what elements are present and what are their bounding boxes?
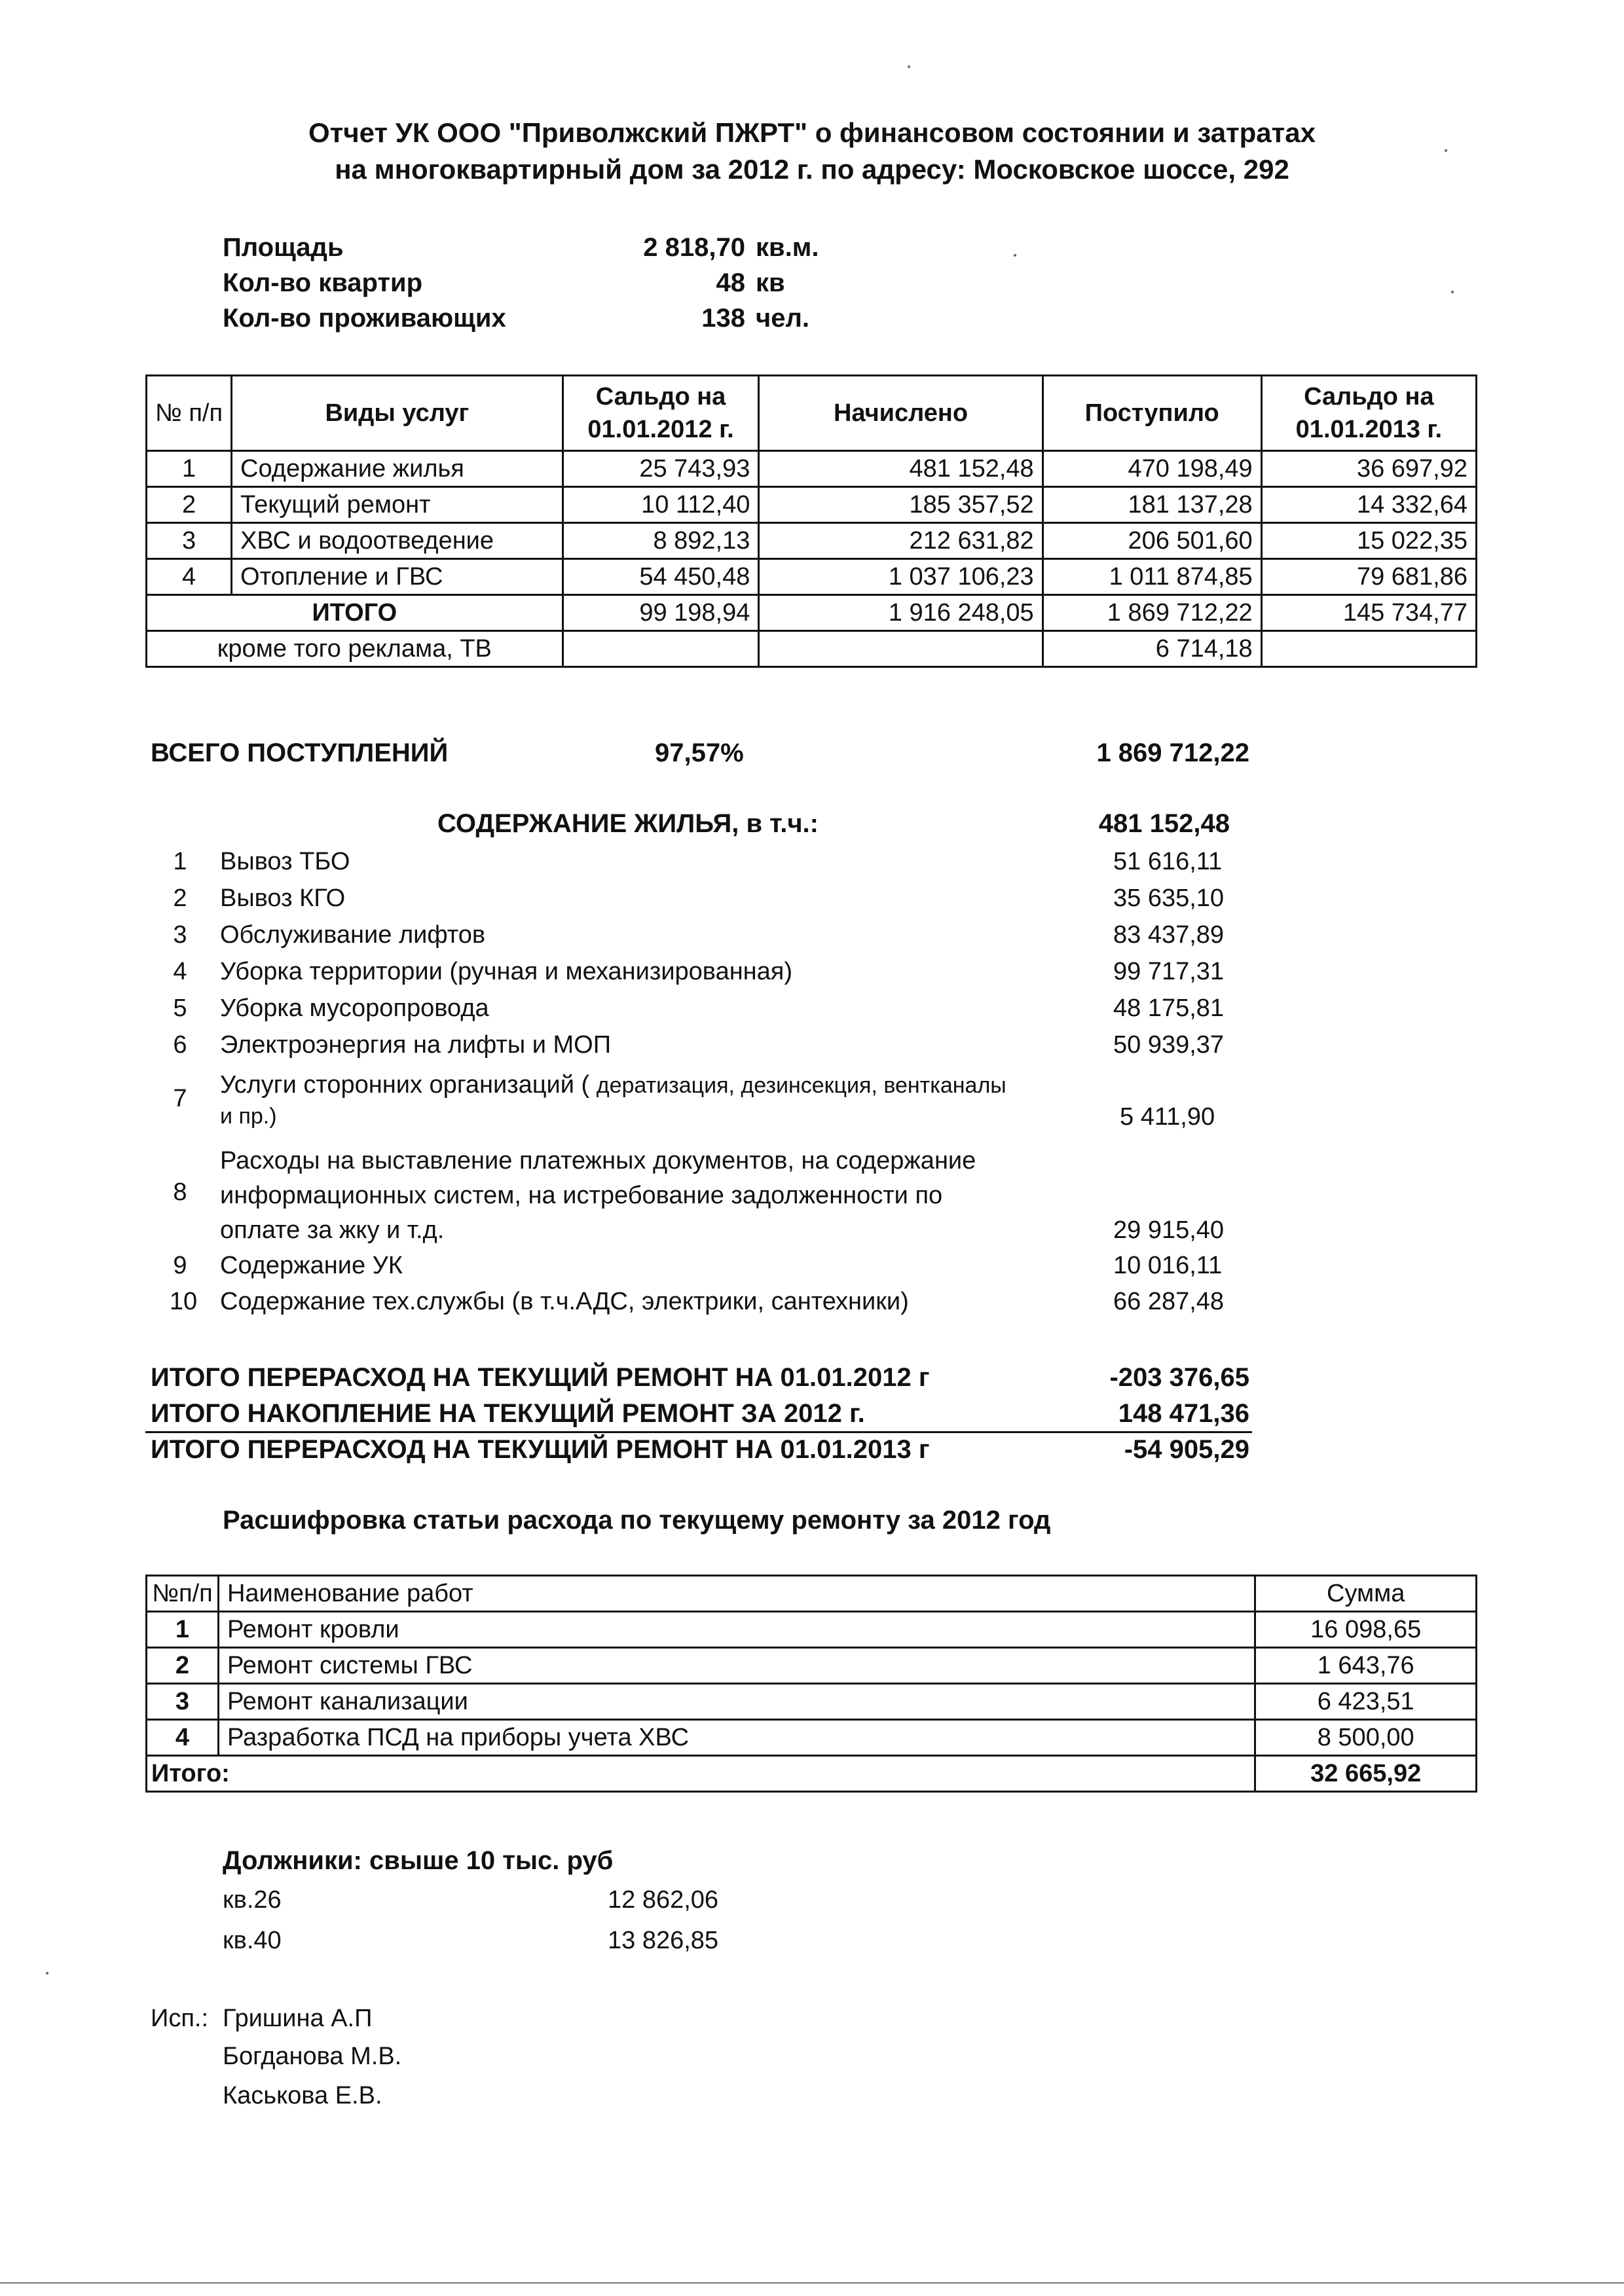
extra-label: кроме того реклама, ТВ xyxy=(147,631,563,667)
area-unit: кв.м. xyxy=(756,233,819,262)
list-item-num: 3 xyxy=(173,921,187,949)
list-item-name: Электроэнергия на лифты и МОП xyxy=(220,1031,612,1059)
repair-header-row xyxy=(147,1576,1477,1612)
row-num: 3 xyxy=(147,1684,219,1720)
total-row xyxy=(147,595,1477,631)
row-sum: 8 500,00 xyxy=(1255,1720,1477,1756)
row-sum: 6 423,51 xyxy=(1255,1684,1477,1720)
total-receipts-percent: 97,57% xyxy=(655,738,744,767)
col-num-header: №п/п xyxy=(147,1576,219,1612)
list-item-name-line2: и пр.) xyxy=(220,1104,277,1129)
row-saldo-start: 10 112,40 xyxy=(563,487,759,523)
col-saldo-start-header xyxy=(563,376,759,451)
list-item-amount: 5 411,90 xyxy=(1120,1103,1215,1131)
table-row xyxy=(147,1612,1477,1648)
repair-accumulation-amount: 148 471,36 xyxy=(1118,1399,1249,1428)
list-item-amount: 29 915,40 xyxy=(1113,1216,1225,1244)
row-received: 470 198,49 xyxy=(1043,451,1261,487)
row-saldo-end: 79 681,86 xyxy=(1261,559,1476,595)
list-item-name-line3: оплате за жку и т.д. xyxy=(220,1216,445,1244)
total-sum: 32 665,92 xyxy=(1255,1756,1477,1792)
col-sum-header: Сумма xyxy=(1255,1576,1477,1612)
total-received: 1 869 712,22 xyxy=(1043,595,1261,631)
repair-accumulation-label: ИТОГО НАКОПЛЕНИЕ НА ТЕКУЩИЙ РЕМОНТ ЗА 2012 г. xyxy=(151,1399,865,1428)
total-saldo-start: 99 198,94 xyxy=(563,595,759,631)
repair-breakdown-table xyxy=(145,1575,1477,1793)
table-row xyxy=(147,451,1477,487)
table-row xyxy=(147,1684,1477,1720)
row-charged: 185 357,52 xyxy=(759,487,1043,523)
report-title-line1: Отчет УК ООО "Приволжский ПЖРТ" о финансовом состоянии и затратах xyxy=(308,117,1316,148)
row-num: 3 xyxy=(147,523,232,559)
scan-speck xyxy=(908,65,910,68)
row-saldo-end: 15 022,35 xyxy=(1261,523,1476,559)
row-num: 4 xyxy=(147,1720,219,1756)
apartments-value: 48 xyxy=(716,268,745,297)
debtors-title: Должники: свыше 10 тыс. руб xyxy=(223,1846,614,1875)
list-item-name: Вывоз ТБО xyxy=(220,848,350,875)
executor-name: Гришина А.П xyxy=(223,2005,373,2032)
repair-overspend-2013-amount: -54 905,29 xyxy=(1124,1435,1249,1464)
list-item-num: 4 xyxy=(173,958,187,985)
row-service: Отопление и ГВС xyxy=(232,559,563,595)
list-item-name: Вывоз КГО xyxy=(220,884,346,912)
list-item-name: Обслуживание лифтов xyxy=(220,921,486,949)
col-received-header: Поступило xyxy=(1043,376,1261,451)
repair-overspend-2013-label: ИТОГО ПЕРЕРАСХОД НА ТЕКУЩИЙ РЕМОНТ НА 01.01.2013 г xyxy=(151,1435,930,1464)
services-table xyxy=(145,374,1477,668)
table-row xyxy=(147,559,1477,595)
list-item-amount: 35 635,10 xyxy=(1113,884,1225,912)
maintenance-total: 481 152,48 xyxy=(1098,809,1230,838)
col-charged-header: Начислено xyxy=(759,376,1043,451)
row-saldo-end: 14 332,64 xyxy=(1261,487,1476,523)
executor-name: Каськова Е.В. xyxy=(223,2082,382,2109)
total-saldo-end: 145 734,77 xyxy=(1261,595,1476,631)
total-receipts-amount: 1 869 712,22 xyxy=(1096,738,1249,767)
row-num: 2 xyxy=(147,1648,219,1684)
list-item-amount: 83 437,89 xyxy=(1113,921,1225,949)
maintenance-title: СОДЕРЖАНИЕ ЖИЛЬЯ, в т.ч.: xyxy=(437,809,819,838)
area-label: Площадь xyxy=(223,233,344,262)
list-item-name-line1: Расходы на выставление платежных документов, на содержание xyxy=(220,1147,976,1175)
apartments-label: Кол-во квартир xyxy=(223,268,423,297)
list-item-num: 9 xyxy=(173,1252,187,1279)
list-item-num: 5 xyxy=(173,994,187,1022)
row-saldo-start: 8 892,13 xyxy=(563,523,759,559)
divider xyxy=(145,1431,1252,1433)
row-received: 181 137,28 xyxy=(1043,487,1261,523)
list-item-num: 1 xyxy=(173,848,187,875)
list-item-name-note: дератизация, дезинсекция, вентканалы xyxy=(596,1073,1006,1098)
row-received: 1 011 874,85 xyxy=(1043,559,1261,595)
list-item-name: Содержание тех.службы (в т.ч.АДС, электрики, сантехники) xyxy=(220,1288,909,1315)
row-num: 1 xyxy=(147,451,232,487)
row-num: 4 xyxy=(147,559,232,595)
row-sum: 16 098,65 xyxy=(1255,1612,1477,1648)
repair-breakdown-title: Расшифровка статьи расхода по текущему ремонту за 2012 год xyxy=(223,1506,1051,1535)
saldo-end-header-line1: Сальдо на xyxy=(1304,383,1434,410)
row-name: Ремонт канализации xyxy=(218,1684,1255,1720)
table-row xyxy=(147,1648,1477,1684)
row-service: Текущий ремонт xyxy=(232,487,563,523)
saldo-start-header-line1: Сальдо на xyxy=(595,383,726,410)
row-charged: 212 631,82 xyxy=(759,523,1043,559)
executor-name: Богданова М.В. xyxy=(223,2043,402,2070)
executors-label: Исп.: xyxy=(151,2005,209,2032)
row-received: 206 501,60 xyxy=(1043,523,1261,559)
row-saldo-start: 54 450,48 xyxy=(563,559,759,595)
list-item-amount: 50 939,37 xyxy=(1113,1031,1225,1059)
extra-received: 6 714,18 xyxy=(1043,631,1261,667)
col-saldo-end-header xyxy=(1261,376,1476,451)
row-num: 1 xyxy=(147,1612,219,1648)
repair-overspend-2012-amount: -203 376,65 xyxy=(1109,1363,1249,1392)
debtor-amount: 12 862,06 xyxy=(608,1886,719,1914)
list-item-name-line2: информационных систем, на истребование задолженности по xyxy=(220,1182,943,1209)
total-row xyxy=(147,1756,1477,1792)
area-value: 2 818,70 xyxy=(643,233,745,262)
scan-edge-line xyxy=(0,2282,1624,2284)
col-service-header: Виды услуг xyxy=(232,376,563,451)
residents-label: Кол-во проживающих xyxy=(223,304,506,333)
list-item-num: 7 xyxy=(173,1085,187,1112)
scan-speck xyxy=(1014,254,1016,257)
col-num-header: № п/п xyxy=(147,376,232,451)
row-saldo-end: 36 697,92 xyxy=(1261,451,1476,487)
total-receipts-label: ВСЕГО ПОСТУПЛЕНИЙ xyxy=(151,738,449,767)
extra-empty-cell xyxy=(1261,631,1476,667)
repair-overspend-2012-label: ИТОГО ПЕРЕРАСХОД НА ТЕКУЩИЙ РЕМОНТ НА 01.01.2012 г xyxy=(151,1363,930,1392)
row-name: Ремонт кровли xyxy=(218,1612,1255,1648)
saldo-end-header-line2: 01.01.2013 г. xyxy=(1295,416,1442,443)
total-label: Итого: xyxy=(147,1756,1255,1792)
row-name: Ремонт системы ГВС xyxy=(218,1648,1255,1684)
debtor-amount: 13 826,85 xyxy=(608,1927,719,1954)
table-row xyxy=(147,1720,1477,1756)
scan-speck xyxy=(46,1972,48,1975)
list-item-name-line1 xyxy=(220,1071,1006,1099)
list-item-num: 6 xyxy=(173,1031,187,1059)
col-name-header: Наименование работ xyxy=(218,1576,1255,1612)
extra-row xyxy=(147,631,1477,667)
debtor-apartment: кв.26 xyxy=(223,1886,282,1914)
row-num: 2 xyxy=(147,487,232,523)
row-charged: 481 152,48 xyxy=(759,451,1043,487)
list-item-amount: 66 287,48 xyxy=(1113,1288,1225,1315)
services-header-row xyxy=(147,376,1477,451)
list-item-amount: 48 175,81 xyxy=(1113,994,1225,1022)
residents-value: 138 xyxy=(701,304,745,333)
list-item-amount: 10 016,11 xyxy=(1113,1252,1223,1279)
list-item-name: Содержание УК xyxy=(220,1252,403,1279)
table-row xyxy=(147,487,1477,523)
list-item-name-text: Услуги сторонних организаций ( xyxy=(220,1071,590,1099)
list-item-num: 8 xyxy=(173,1178,187,1206)
list-item-name: Уборка мусоропровода xyxy=(220,994,489,1022)
list-item-name: Уборка территории (ручная и механизированная) xyxy=(220,958,793,985)
row-sum: 1 643,76 xyxy=(1255,1648,1477,1684)
row-saldo-start: 25 743,93 xyxy=(563,451,759,487)
list-item-amount: 51 616,11 xyxy=(1113,848,1223,875)
row-charged: 1 037 106,23 xyxy=(759,559,1043,595)
saldo-start-header-line2: 01.01.2012 г. xyxy=(587,416,734,443)
total-charged: 1 916 248,05 xyxy=(759,595,1043,631)
scan-speck xyxy=(1445,149,1447,152)
debtor-apartment: кв.40 xyxy=(223,1927,282,1954)
scan-speck xyxy=(1451,291,1454,293)
row-name: Разработка ПСД на приборы учета ХВС xyxy=(218,1720,1255,1756)
total-label: ИТОГО xyxy=(147,595,563,631)
residents-unit: чел. xyxy=(756,304,809,333)
report-title-line2: на многоквартирный дом за 2012 г. по адресу: Московское шоссе, 292 xyxy=(335,154,1289,185)
row-service: ХВС и водоотведение xyxy=(232,523,563,559)
list-item-num: 2 xyxy=(173,884,187,912)
extra-empty-cell xyxy=(759,631,1043,667)
list-item-num: 10 xyxy=(169,1288,198,1315)
apartments-unit: кв xyxy=(756,268,785,297)
extra-empty-cell xyxy=(563,631,759,667)
list-item-amount: 99 717,31 xyxy=(1113,958,1225,985)
table-row xyxy=(147,523,1477,559)
row-service: Содержание жилья xyxy=(232,451,563,487)
